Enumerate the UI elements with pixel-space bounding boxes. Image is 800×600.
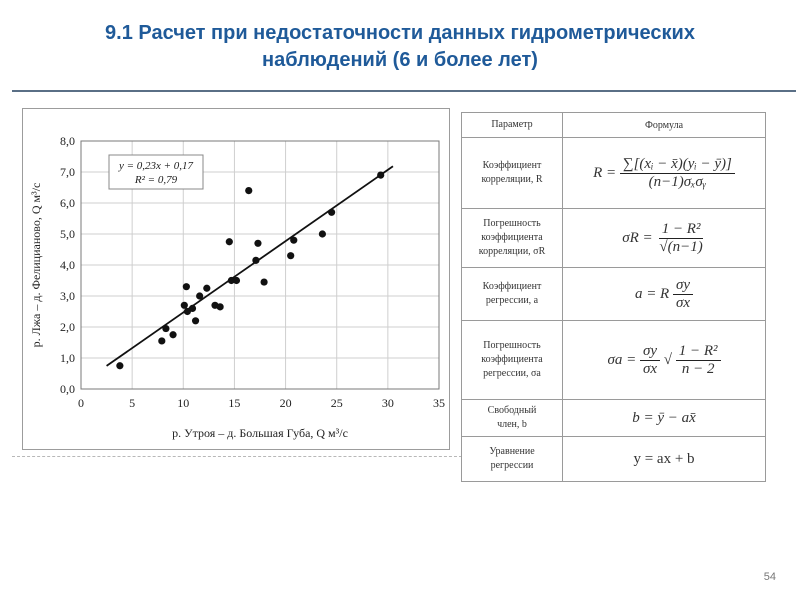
data-point xyxy=(203,285,210,292)
data-point xyxy=(158,337,165,344)
formula-intercept: b = ȳ − ax̄ xyxy=(563,400,766,437)
formula-numerator: ∑[(xᵢ − x̄)(yᵢ − ȳ)] xyxy=(620,156,735,174)
param-line: Коэффициент xyxy=(482,281,542,292)
param-line: регрессии, a xyxy=(485,295,539,306)
table-row xyxy=(462,321,766,400)
formula-table xyxy=(461,112,766,482)
x-tick-label: 0 xyxy=(78,396,84,410)
equation-label: y = 0,23x + 0,17 xyxy=(118,160,194,172)
table-row xyxy=(462,437,766,482)
param-line: член, b xyxy=(497,419,527,430)
data-point xyxy=(287,252,294,259)
data-point xyxy=(233,277,240,284)
formula-fraction xyxy=(656,221,705,256)
y-tick-label: 6,0 xyxy=(60,196,75,210)
x-tick-label: 5 xyxy=(129,396,136,410)
param-line: коэффициента xyxy=(481,232,543,243)
data-point xyxy=(116,362,123,369)
formula-fraction xyxy=(640,343,660,378)
data-point xyxy=(290,237,297,244)
formula-radical-fraction xyxy=(676,343,721,378)
param-cell xyxy=(462,268,563,321)
page-number: 54 xyxy=(763,571,776,583)
formula-correlation xyxy=(563,138,766,209)
data-point xyxy=(319,230,326,237)
y-tick-label: 3,0 xyxy=(60,289,75,303)
data-point xyxy=(226,238,233,245)
x-axis-label: р. Утроя – д. Большая Губа, Q м³/с xyxy=(172,426,348,440)
formula-lhs: R = xyxy=(593,164,617,181)
param-line: Уравнение xyxy=(489,446,535,457)
data-point xyxy=(245,187,252,194)
y-tick-label: 5,0 xyxy=(60,227,75,241)
param-cell xyxy=(462,400,563,437)
param-line: Свободный xyxy=(487,405,537,416)
param-line: Коэффициент xyxy=(482,160,542,171)
formula-lhs: σR = xyxy=(622,229,653,246)
slide-title xyxy=(40,20,760,74)
param-line: коэффициента xyxy=(481,354,543,365)
x-tick-label: 20 xyxy=(279,396,292,410)
param-cell xyxy=(462,138,563,209)
param-line: корреляции, R xyxy=(481,174,543,185)
param-cell xyxy=(462,437,563,482)
scatter-chart xyxy=(22,108,450,450)
formula-denominator: √(n−1) xyxy=(659,238,703,255)
y-tick-label: 2,0 xyxy=(60,320,75,334)
formula-correlation-error xyxy=(563,209,766,268)
data-point xyxy=(189,305,196,312)
y-axis-label: р. Лжа – д. Фелицианово, Q м³/с xyxy=(29,182,43,348)
title-line-1: 9.1 Расчет при недостаточности данных гидрометрических xyxy=(105,22,695,44)
formula-numerator: 1 − R² xyxy=(659,221,704,239)
data-point xyxy=(252,257,259,264)
formula-lhs: σa = xyxy=(607,351,637,368)
y-tick-label: 4,0 xyxy=(60,258,75,272)
param-line: Погрешность xyxy=(483,218,541,229)
table-row xyxy=(462,138,766,209)
data-point xyxy=(169,331,176,338)
formula-denominator: σx xyxy=(642,360,658,377)
trendline xyxy=(107,166,393,366)
dashed-separator xyxy=(12,456,462,457)
formula-denominator: n − 2 xyxy=(681,360,715,377)
data-point xyxy=(328,209,335,216)
x-tick-label: 10 xyxy=(177,396,190,410)
data-point xyxy=(217,303,224,310)
header-formula: Формула xyxy=(563,113,766,138)
formula-fraction xyxy=(620,156,735,191)
r-squared-label: R² = 0,79 xyxy=(134,174,178,186)
header-parameter: Параметр xyxy=(462,113,563,138)
formula-regression xyxy=(563,268,766,321)
formula-regression-equation: y = ax + b xyxy=(563,437,766,482)
table-header-row xyxy=(462,113,766,138)
chart-svg xyxy=(23,109,449,449)
data-point xyxy=(377,172,384,179)
table-row xyxy=(462,209,766,268)
data-point xyxy=(196,292,203,299)
formula-numerator: 1 − R² xyxy=(676,343,721,361)
x-tick-label: 35 xyxy=(433,396,445,410)
sqrt-symbol: √ xyxy=(663,351,673,368)
table-row xyxy=(462,268,766,321)
param-cell xyxy=(462,321,563,400)
param-line: регрессии, σa xyxy=(483,368,541,379)
y-tick-label: 1,0 xyxy=(60,351,75,365)
data-point xyxy=(183,283,190,290)
y-tick-label: 8,0 xyxy=(60,134,75,148)
y-tick-label: 0,0 xyxy=(60,382,75,396)
param-line: корреляции, σR xyxy=(478,246,546,257)
formula-lhs: a = R xyxy=(634,285,670,302)
x-tick-label: 15 xyxy=(228,396,241,410)
param-line: Погрешность xyxy=(483,340,541,351)
data-point xyxy=(260,278,267,285)
formula-denominator: (n−1)σₓσᵧ xyxy=(648,173,707,190)
x-tick-label: 25 xyxy=(330,396,343,410)
param-line: регрессии xyxy=(490,460,534,471)
title-line-2: наблюдений (6 и более лет) xyxy=(262,49,538,71)
y-tick-label: 7,0 xyxy=(60,165,75,179)
data-point xyxy=(254,240,261,247)
formula-numerator: σy xyxy=(640,343,660,361)
x-tick-label: 30 xyxy=(381,396,394,410)
formula-regression-error xyxy=(563,321,766,400)
formula-fraction xyxy=(673,277,693,312)
data-point xyxy=(181,302,188,309)
table-row xyxy=(462,400,766,437)
data-point xyxy=(162,325,169,332)
formula-denominator: σx xyxy=(675,294,691,311)
param-cell xyxy=(462,209,563,268)
data-point xyxy=(192,317,199,324)
title-divider xyxy=(12,90,796,92)
formula-numerator: σy xyxy=(673,277,693,295)
